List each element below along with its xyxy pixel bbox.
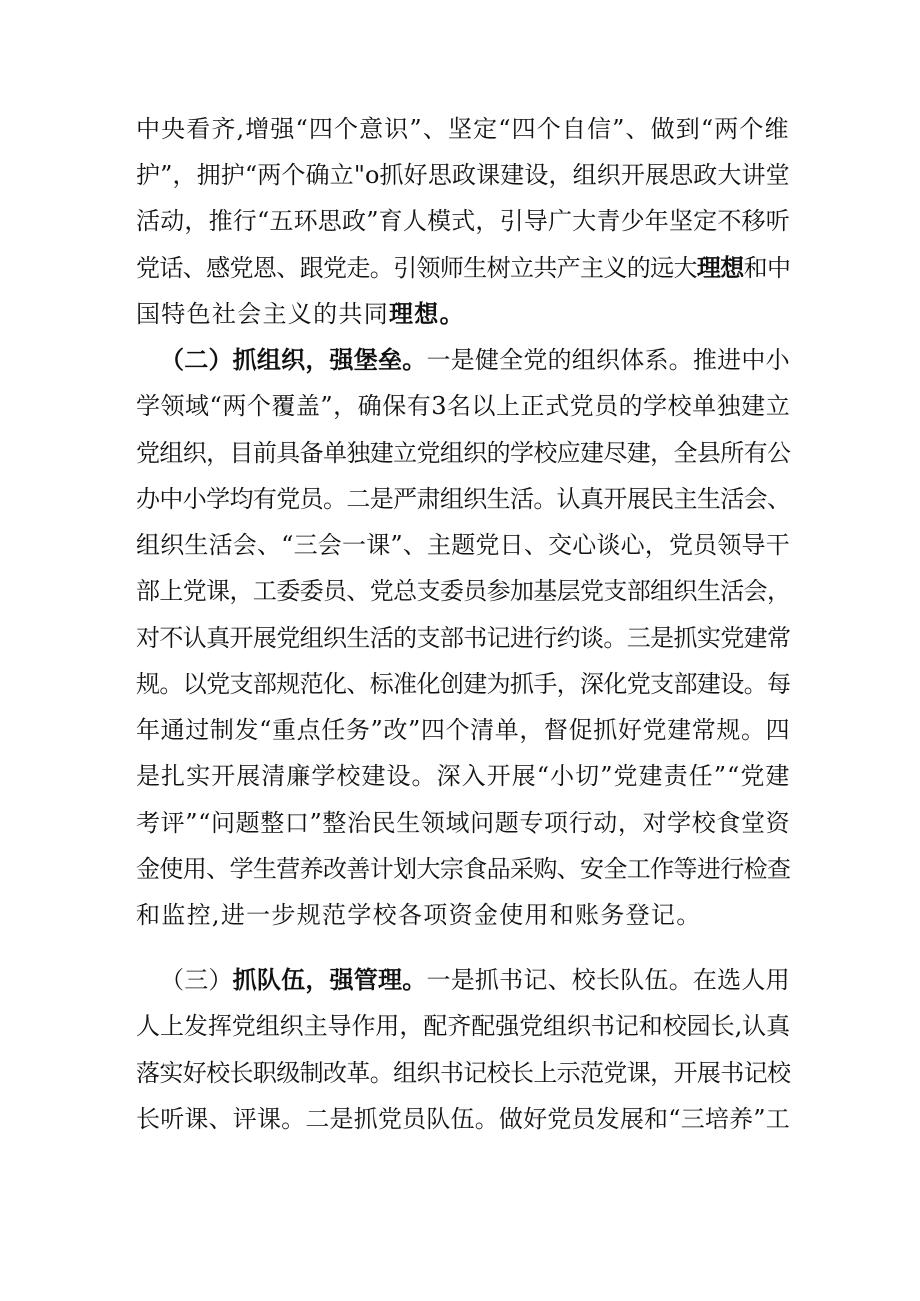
text-segment: 规。以党支部规范化、标准化创建为抓手，深化党支部建设。每 (136, 670, 791, 698)
text-line (136, 760, 790, 792)
text-line (136, 298, 465, 330)
text-segment: （三） (160, 966, 233, 994)
text-line (136, 483, 790, 515)
text-segment: 中央看齐,增强“四个意识”、坚定“四个自信”、做到“两个维 (136, 115, 790, 143)
bold-text-segment: 理想 (696, 253, 744, 282)
text-segment: 党话、感党恩、跟党走。引领师生树立共产主义的远大 (136, 254, 697, 282)
text-line (136, 390, 790, 422)
text-line (136, 622, 790, 654)
text-segment: 是扎实开展清廉学校建设。深入开展“小切”党建责任”“党建 (136, 762, 791, 790)
text-line (136, 714, 790, 746)
section-heading-line (160, 344, 790, 376)
text-line (136, 853, 790, 885)
text-line (136, 668, 790, 700)
text-line (136, 252, 790, 284)
text-segment: 学领域“两个覆盖”，确保有3名以上正式党员的学校单独建立 (136, 392, 791, 420)
text-line (136, 899, 702, 931)
section-heading-line (160, 964, 790, 996)
text-line (136, 159, 790, 191)
text-line (136, 1103, 790, 1135)
text-line (136, 807, 790, 839)
text-segment: 部上党课，工委委员、党总支委员参加基层党支部组织生活会， (136, 577, 791, 605)
text-segment: 一是健全党的组织体系。推进中小 (426, 346, 790, 374)
text-segment: 活动，推行“五环思政”育人模式，引导广大青少年坚定不移听 (136, 207, 790, 235)
section-heading-3: 抓队伍，强管理。 (232, 965, 427, 994)
text-line (136, 437, 790, 469)
bold-text-segment: 理想。 (389, 299, 465, 328)
text-segment: 和中 (743, 254, 791, 282)
text-segment: 护”，拥护“两个确立"o抓好思政课建设，组织开展思政大讲堂 (136, 161, 790, 189)
text-segment: 办中小学均有党员。二是严肃组织生活。认真开展民主生活会、 (136, 485, 791, 513)
text-segment: 金使用、学生营养改善计划大宗食品采购、安全工作等进行检查 (136, 855, 791, 883)
text-line (136, 1010, 790, 1042)
text-line (136, 205, 790, 237)
text-segment: 国特色社会主义的共同 (136, 300, 389, 328)
text-segment: 组织生活会、“三会一课”、主题党日、交心谈心，党员领导干 (136, 531, 790, 559)
text-line (136, 529, 790, 561)
text-segment: 一是抓书记、校长队伍。在选人用 (426, 966, 790, 994)
text-segment: 考评”“问题整口”整治民生领域问题专项行动，对学校食堂资 (136, 809, 791, 837)
text-segment: 落实好校长职级制改革。组织书记校长上示范党课，开展书记校 (136, 1059, 791, 1087)
text-segment: 对不认真开展党组织生活的支部书记进行约谈。三是抓实党建常 (136, 624, 791, 652)
text-line (136, 1057, 790, 1089)
text-segment: 长听课、评课。二是抓党员队伍。做好党员发展和“三培养”工 (136, 1105, 790, 1133)
text-segment: 和监控,进一步规范学校各项资金使用和账务登记。 (136, 901, 702, 929)
text-segment: 年通过制发“重点任务”改”四个清单，督促抓好党建常规。四 (136, 716, 791, 744)
section-heading-2: （二）抓组织，强堡垒。 (160, 345, 427, 374)
text-segment: 人上发挥党组织主导作用，配齐配强党组织书记和校园长,认真 (136, 1012, 791, 1040)
text-line (136, 113, 790, 145)
text-line (136, 575, 790, 607)
text-segment: 党组织，目前具备单独建立党组织的学校应建尽建，全县所有公 (136, 439, 791, 467)
